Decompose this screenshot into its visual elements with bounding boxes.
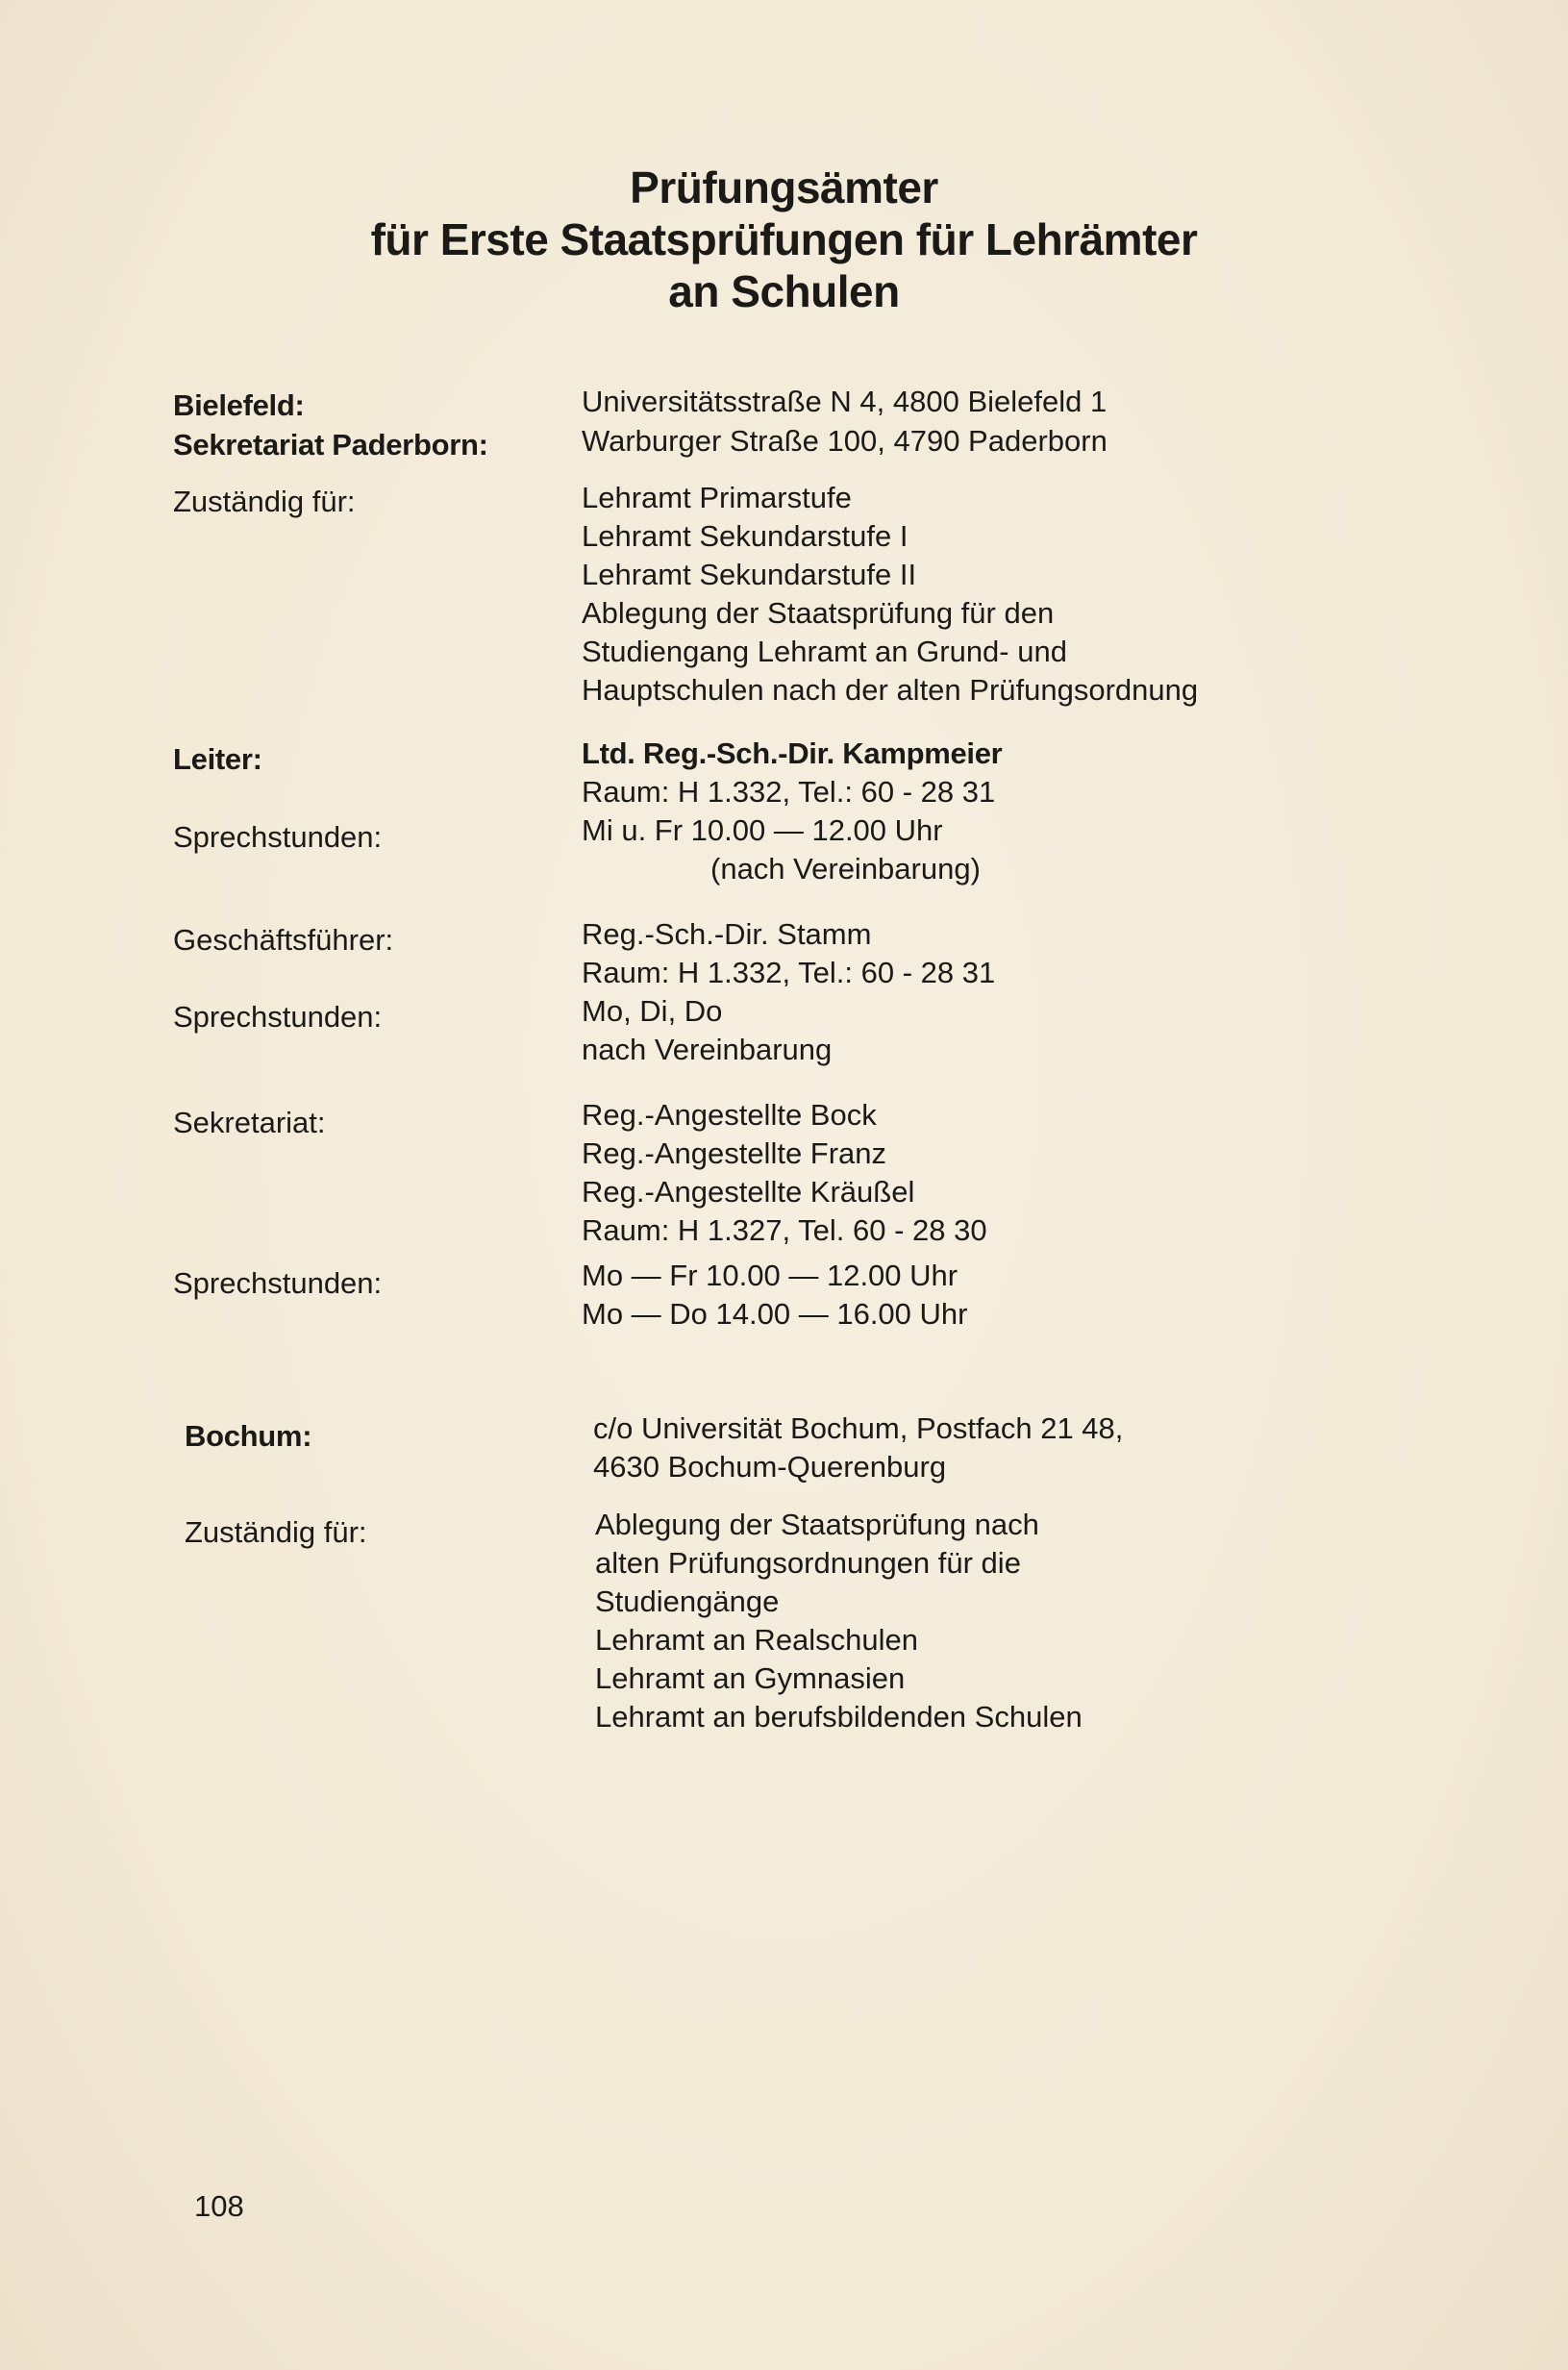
page-number: 108 <box>194 2189 244 2223</box>
list-item: Lehramt Sekundarstufe II <box>582 558 917 591</box>
list-item: 4630 Bochum-Querenburg <box>593 1450 947 1484</box>
geschaeftsfuehrer-block <box>582 915 995 1069</box>
sprechstunden-3-block <box>582 1257 967 1334</box>
bochum-label: Bochum: <box>185 1419 312 1453</box>
list-item: Mo — Fr 10.00 — 12.00 Uhr <box>582 1259 958 1292</box>
bochum-address <box>593 1410 1123 1486</box>
leiter-block <box>582 735 1002 888</box>
geschaeftsfuehrer-name: Reg.-Sch.-Dir. Stamm <box>582 917 872 951</box>
list-item: Reg.-Angestellte Bock <box>582 1098 877 1132</box>
list-item: Lehramt an Gymnasien <box>595 1661 906 1695</box>
list-item: c/o Universität Bochum, Postfach 21 48, <box>593 1411 1124 1445</box>
bochum-zustaendig-label: Zuständig für: <box>185 1515 367 1549</box>
bielefeld-zustaendig-label: Zuständig für: <box>173 485 356 518</box>
title-line-3: an Schulen <box>668 266 900 316</box>
page-title <box>0 162 1568 317</box>
list-item: Lehramt Primarstufe <box>582 481 852 514</box>
leiter-label: Leiter: <box>173 742 262 776</box>
bochum-zustaendig-list <box>595 1506 1083 1736</box>
list-item: Studiengang Lehramt an Grund- und <box>582 635 1067 668</box>
list-item: alten Prüfungsordnungen für die <box>595 1546 1021 1580</box>
leiter-raum: Raum: H 1.332, Tel.: 60 - 28 31 <box>582 775 996 809</box>
list-item: Lehramt an berufsbildenden Schulen <box>595 1700 1083 1734</box>
sprechstunden-2-note: nach Vereinbarung <box>582 1033 833 1066</box>
sekretariat-label: Sekretariat: <box>173 1106 326 1139</box>
leiter-name: Ltd. Reg.-Sch.-Dir. Kampmeier <box>582 736 1003 770</box>
title-line-2: für Erste Staatsprüfungen für Lehrämter <box>370 214 1198 264</box>
bielefeld-address: Universitätsstraße N 4, 4800 Bielefeld 1 <box>582 385 1108 418</box>
sprechstunden-3-label: Sprechstunden: <box>173 1266 383 1300</box>
list-item: Ablegung der Staatsprüfung nach <box>595 1508 1039 1541</box>
geschaeftsfuehrer-label: Geschäftsführer: <box>173 923 394 957</box>
sprechstunden-2-days: Mo, Di, Do <box>582 994 723 1028</box>
list-item: Hauptschulen nach der alten Prüfungsordnung <box>582 673 1199 707</box>
list-item: Mo — Do 14.00 — 16.00 Uhr <box>582 1297 968 1331</box>
title-line-1: Prüfungsämter <box>630 162 938 212</box>
sprechstunden-1-label: Sprechstunden: <box>173 820 383 854</box>
list-item: Raum: H 1.327, Tel. 60 - 28 30 <box>582 1213 987 1247</box>
list-item: Studiengänge <box>595 1584 780 1618</box>
bielefeld-zustaendig-list <box>582 479 1198 710</box>
sprechstunden-1-time: Mi u. Fr 10.00 — 12.00 Uhr <box>582 813 943 847</box>
list-item: Reg.-Angestellte Kräußel <box>582 1175 915 1209</box>
list-item: Lehramt an Realschulen <box>595 1623 919 1657</box>
geschaeftsfuehrer-raum: Raum: H 1.332, Tel.: 60 - 28 31 <box>582 956 996 989</box>
list-item: Lehramt Sekundarstufe I <box>582 519 908 553</box>
bielefeld-label: Bielefeld: <box>173 388 305 422</box>
sprechstunden-1-note: (nach Vereinbarung) <box>710 852 981 886</box>
sprechstunden-2-label: Sprechstunden: <box>173 1000 383 1034</box>
list-item: Ablegung der Staatsprüfung für den <box>582 596 1055 630</box>
sekretariat-paderborn-address: Warburger Straße 100, 4790 Paderborn <box>582 424 1108 458</box>
sekretariat-block <box>582 1096 987 1250</box>
sekretariat-paderborn-label: Sekretariat Paderborn: <box>173 428 488 462</box>
list-item: Reg.-Angestellte Franz <box>582 1136 887 1170</box>
